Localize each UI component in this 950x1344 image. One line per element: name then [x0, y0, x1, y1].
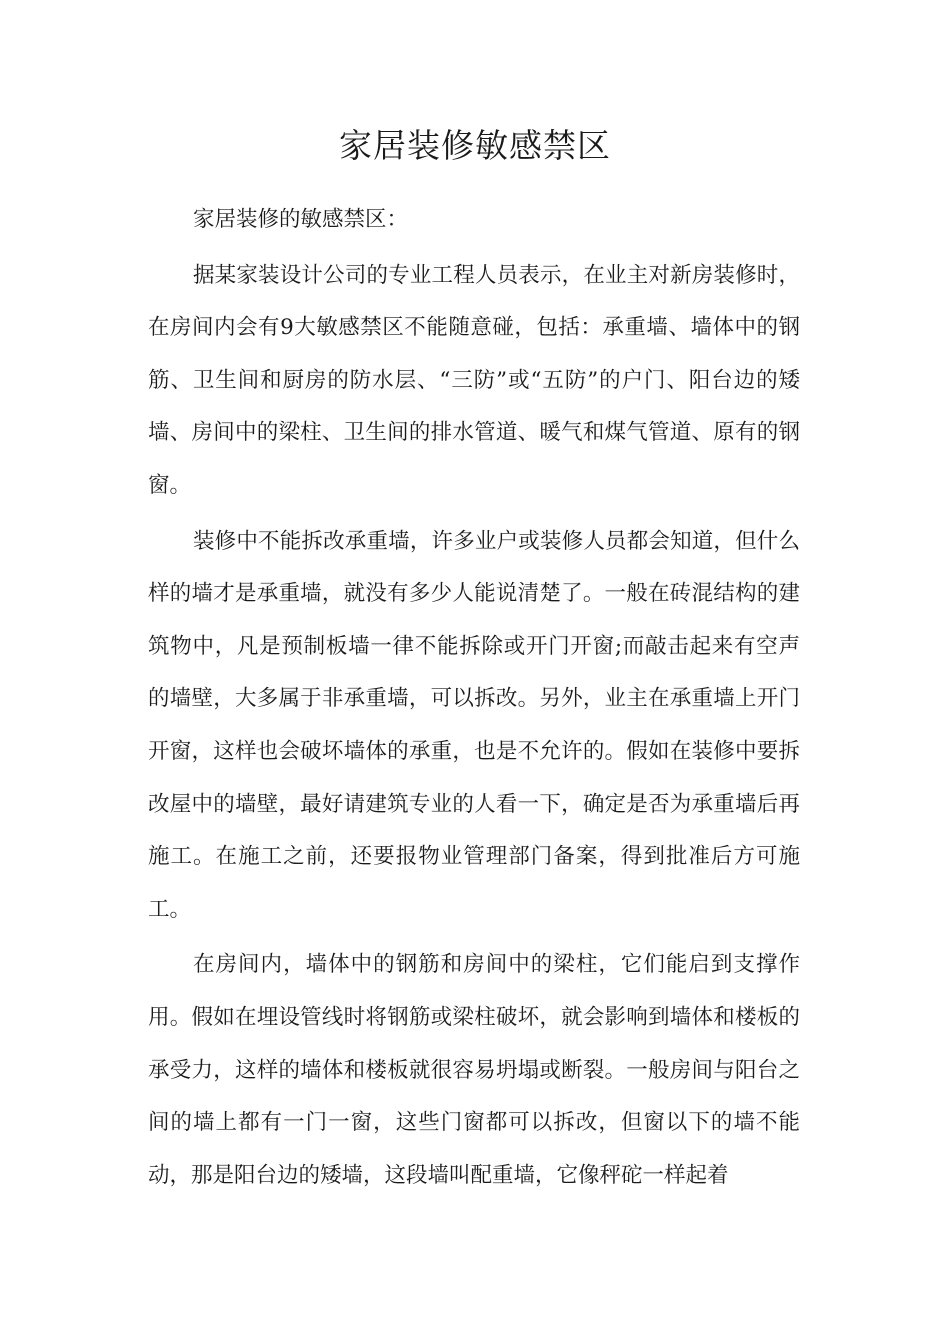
- document-body: [148, 194, 800, 1205]
- document-title: 家居装修敏感禁区: [339, 126, 611, 165]
- paragraph-nine-zones: 据某家装设计公司的专业工程人员表示，在业主对新房装修时，在房间内会有9大敏感禁区不能随意碰，包括：承重墙、墙体中的钢筋、卫生间和厨房的防水层、“三防”或“五防”的户门、阳台边的矮墙、房间中的梁柱、卫生间的排水管道、暖气和煤气管道、原有的钢窗。: [148, 262, 800, 498]
- paragraph-load-bearing-wall: 装修中不能拆改承重墙，许多业户或装修人员都会知道，但什么样的墙才是承重墙，就没有多少人能说清楚了。一般在砖混结构的建筑物中，凡是预制板墙一律不能拆除或开门开窗;而敲击起来有空声的墙壁，大多属于非承重墙，可以拆改。另外，业主在承重墙上开门开窗，这样也会破坏墙体的承重，也是不允许的。假如在装修中要拆改屋中的墙壁，最好请建筑专业的人看一下，确定是否为承重墙后再施工。在施工之前，还要报物业管理部门备案，得到批准后方可施工。: [148, 528, 800, 922]
- paragraph-rebar-beams: 在房间内，墙体中的钢筋和房间中的梁柱，它们能启到支撑作用。假如在埋设管线时将钢筋或梁柱破坏，就会影响到墙体和楼板的承受力，这样的墙体和楼板就很容易坍塌或断裂。一般房间与阳台之间的墙上都有一门一窗，这些门窗都可以拆改，但窗以下的墙不能动，那是阳台边的矮墙，这段墙叫配重墙，它像秤砣一样起着: [148, 952, 800, 1188]
- paragraph-intro: 家居装修的敏感禁区：: [193, 207, 409, 232]
